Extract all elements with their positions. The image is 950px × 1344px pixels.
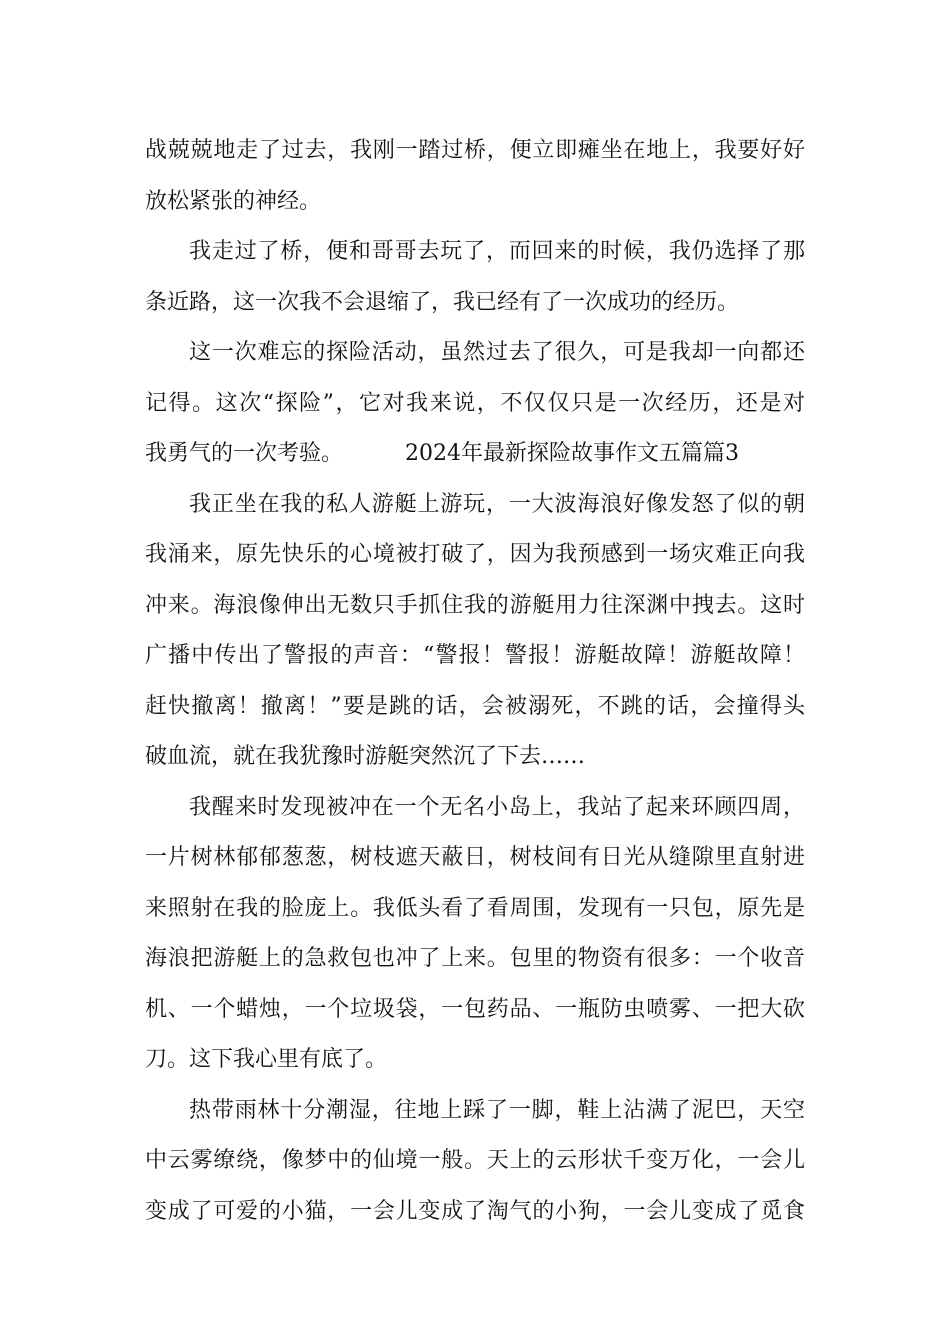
- text-line: 刀。这下我心里有底了。: [145, 1047, 388, 1072]
- text-line: 放松紧张的神经。: [145, 188, 322, 214]
- text-line: 冲来。海浪像伸出无数只手抓住我的游艇用力往深渊中拽去。这时: [145, 592, 805, 618]
- text-line: 战兢兢地走了过去，我刚一踏过桥，便立即瘫坐在地上，我要好好: [145, 138, 805, 163]
- text-line: 我涌来，原先快乐的心境被打破了，因为我预感到一场灾难正向我: [145, 542, 805, 567]
- paragraph-start-line: 这一次难忘的探险活动，虽然过去了很久，可是我却一向都还: [189, 340, 805, 365]
- paragraph-end-text: 我勇气的一次考验。: [145, 441, 344, 466]
- text-line: 机、一个蜡烛，一个垃圾袋，一包药品、一瓶防虫喷雾、一把大砍: [145, 996, 805, 1022]
- section-heading: 2024年最新探险故事作文五篇篇3: [405, 441, 740, 466]
- text-line: 条近路，这一次我不会退缩了，我已经有了一次成功的经历。: [145, 289, 740, 315]
- text-line: 记得。这次“探险”，它对我来说，不仅仅只是一次经历，还是对: [145, 390, 805, 416]
- text-line: 来照射在我的脸庞上。我低头看了看周围，发现有一只包，原先是: [145, 895, 805, 921]
- paragraph-start-line: 我走过了桥，便和哥哥去玩了，而回来的时候，我仍选择了那: [189, 239, 805, 264]
- text-line: 广播中传出了警报的声音：“警报！警报！游艇故障！游艇故障！: [145, 643, 805, 668]
- paragraph-start-line: 我正坐在我的私人游艇上游玩，一大波海浪好像发怒了似的朝: [189, 491, 805, 517]
- text-line: 破血流，就在我犹豫时游艇突然沉了下去……: [145, 744, 586, 769]
- text-line: 赶快撤离！撤离！”要是跳的话，会被溺死，不跳的话，会撞得头: [145, 693, 805, 719]
- text-line: 中云雾缭绕，像梦中的仙境一般。天上的云形状千变万化，一会儿: [145, 1148, 805, 1173]
- text-line: 一片树林郁郁葱葱，树枝遮天蔽日，树枝间有日光从缝隙里直射进: [145, 845, 805, 870]
- text-line: 海浪把游艇上的急救包也冲了上来。包里的物资有很多：一个收音: [145, 946, 805, 971]
- paragraph-start-line: 我醒来时发现被冲在一个无名小岛上，我站了起来环顾四周，: [189, 794, 805, 820]
- document-body: [145, 126, 805, 1237]
- paragraph-start-line: 热带雨林十分潮湿，往地上踩了一脚，鞋上沾满了泥巴，天空: [189, 1097, 805, 1123]
- text-line-with-heading: [145, 429, 805, 480]
- text-line: 变成了可爱的小猫，一会儿变成了淘气的小狗，一会儿变成了觅食: [145, 1198, 805, 1224]
